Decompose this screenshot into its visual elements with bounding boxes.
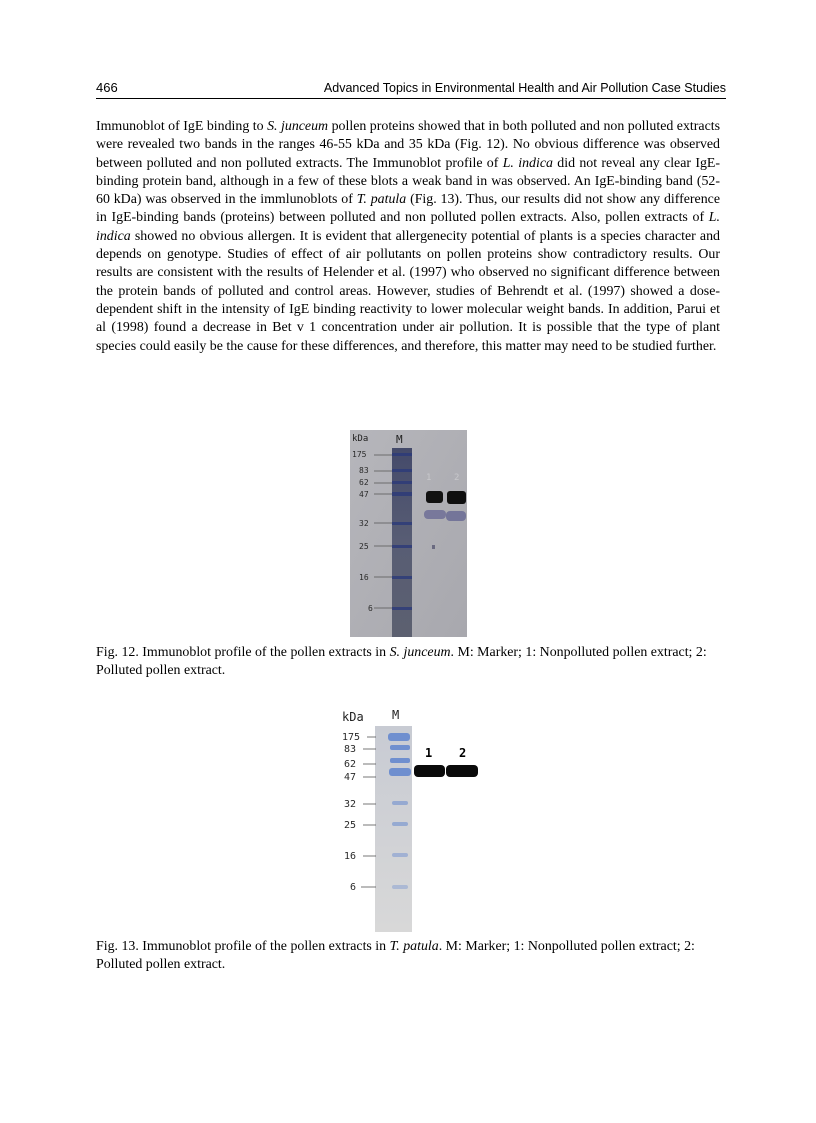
running-title: Advanced Topics in Environmental Health and Air Pollution Case Studies <box>323 81 726 95</box>
text-run: . M: Marker; 1: Nonpolluted pollen extract; 2: Polluted pollen extract. <box>96 939 695 973</box>
figure-13-marker-label-32: 32 <box>344 799 357 810</box>
figure-12-lane-marker-label: M <box>396 433 403 446</box>
text-run: Fig. 12. Immunoblot profile of the pollen extracts in <box>96 645 390 660</box>
running-header <box>96 80 726 99</box>
text-run: did not reveal any clear IgE-binding protein band, although in a few of these blots a weak band in was observed. An IgE-binding band (52-60 kDa) was observed in the immlunoblots of <box>96 155 721 208</box>
figure-12-marker-label-6: 6 <box>368 604 373 613</box>
figure-13-lane-2-label: 2 <box>459 746 467 760</box>
figure-12-caption <box>96 644 720 681</box>
figure-13-marker-label-62: 62 <box>344 759 357 770</box>
figure-13-lane-2-band <box>446 765 478 777</box>
text-run: (Fig. 13). Thus, our results did not show any difference in IgE-binding bands (proteins) between polluted and non polluted pollen extracts. Also, pollen extracts of <box>96 192 720 226</box>
figure-12-marker-label-175: 175 <box>352 450 367 459</box>
text-run: . M: Marker; 1: Nonpolluted pollen extract; 2: Polluted pollen extract. <box>96 645 707 679</box>
figure-13-lane-1-band <box>414 765 445 777</box>
figure-12-marker-label-25: 25 <box>359 542 369 551</box>
figure-13-marker-label-175: 175 <box>342 732 361 743</box>
figure-13-lane-marker-label: M <box>392 708 400 722</box>
italic-text-run: L. indica <box>502 155 553 171</box>
figure-12-marker-label-83: 83 <box>359 466 369 475</box>
figure-13-lane-1-label: 1 <box>425 746 433 760</box>
figure-12-marker-label-47: 47 <box>359 490 369 499</box>
figure-13-marker-label-6: 6 <box>350 882 357 893</box>
text-run: pollen proteins showed that in both polluted and non polluted extracts were revealed two bands in the ranges 46-55 kDa and 35 kDa (Fig. 12). No obvious difference was observed between polluted and non polluted extracts. The Immunoblot profile of <box>96 119 721 171</box>
figure-12-lane-2-label: 2 <box>454 473 460 483</box>
figure-13-marker-label-16: 16 <box>344 851 357 862</box>
figure-13-blot-image <box>340 708 485 932</box>
figure-12-axis-unit: kDa <box>352 434 369 444</box>
figure-13-caption <box>96 938 720 975</box>
italic-text-run: S. junceum <box>267 119 329 134</box>
page-number: 466 <box>96 80 118 95</box>
figure-12-lane-1-label: 1 <box>426 473 432 483</box>
body-paragraph <box>96 118 720 356</box>
figure-13-marker-label-83: 83 <box>344 744 357 755</box>
italic-text-run: L. indica <box>96 210 720 244</box>
figure-12-marker-label-62: 62 <box>359 478 369 487</box>
figure-13-marker-label-25: 25 <box>344 820 357 831</box>
italic-text-run: S. junceum <box>389 645 451 660</box>
figure-13-axis-unit: kDa <box>342 710 364 724</box>
italic-text-run: T. patula <box>389 939 439 954</box>
figure-12-marker-label-32: 32 <box>359 519 369 528</box>
figure-13-marker-lane <box>375 726 412 932</box>
italic-text-run: T. patula <box>356 192 407 208</box>
text-run: showed no obvious allergen. It is evident that allergenecity potential of plants is a species character and depends on genotype. Studies of effect of air pollutants on pollen proteins show contradictory results. Our results are consistent with the results of Helender et al. (1997) who observed no significant difference between the protein bands of polluted and control areas. However, studies of Behrendt et al. (1997) showed a dose-dependent shift in the intensity of IgE binding reactivity to lower molecular weight bands. In addition, Parui et al (1998) found a decrease in Bet v 1 concentration under air pollution. It is possible that the type of plant species could easily be the cause for these differences, and therefore, this matter may need to be studied further. <box>96 228 720 354</box>
text-run: Immunoblot of IgE binding to <box>96 119 268 134</box>
figure-13-marker-label-47: 47 <box>344 772 357 783</box>
figure-12-blot-image <box>350 430 467 637</box>
figure-12-marker-label-16: 16 <box>359 573 369 582</box>
text-run: Fig. 13. Immunoblot profile of the pollen extracts in <box>96 939 390 954</box>
